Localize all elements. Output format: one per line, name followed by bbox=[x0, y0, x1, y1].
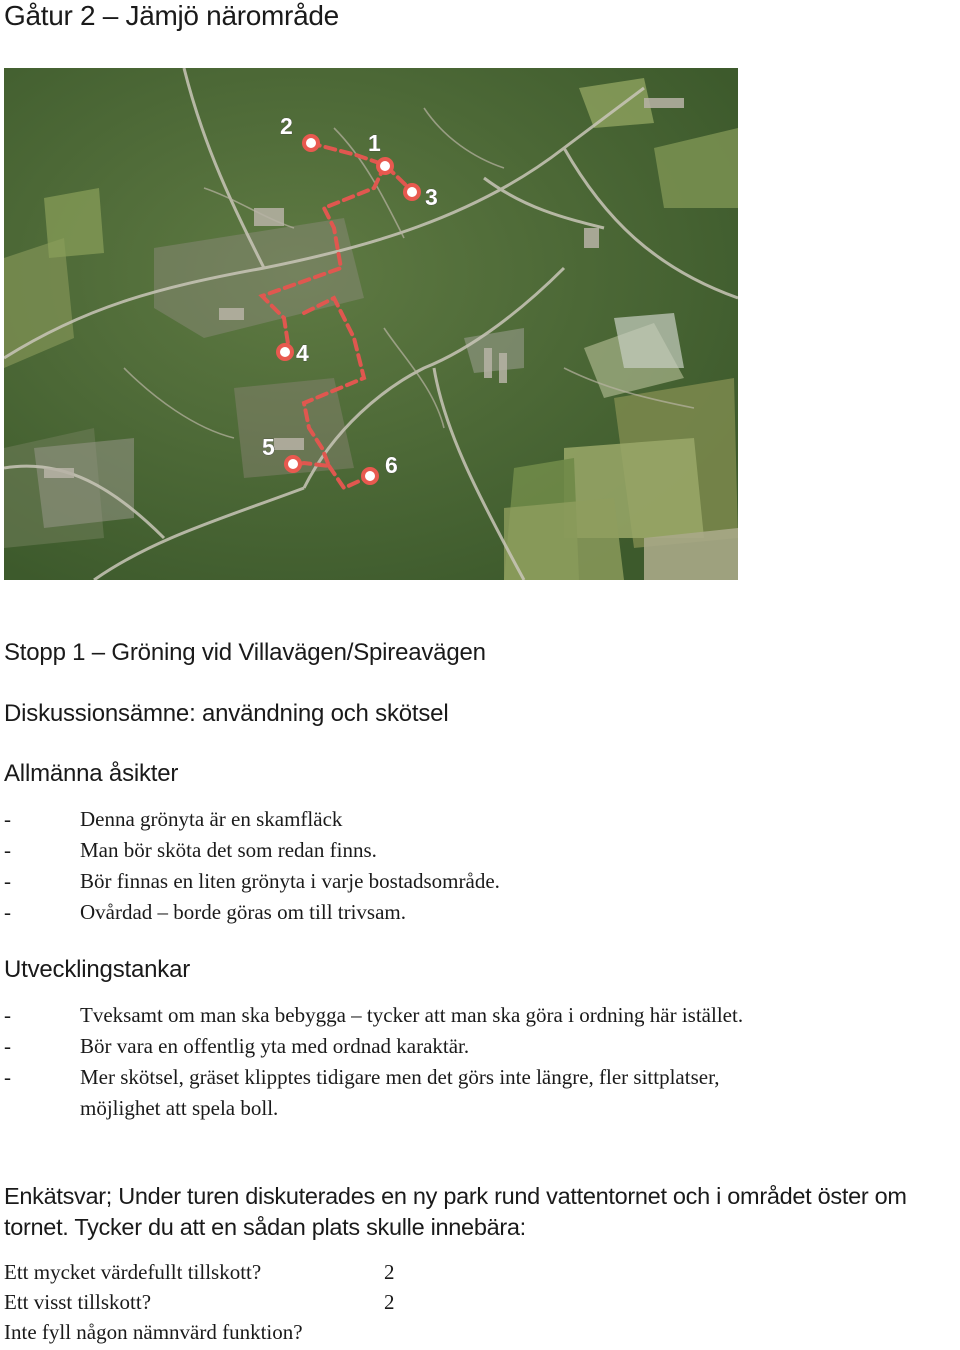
development-heading: Utvecklingstankar bbox=[4, 956, 191, 983]
stop-label-3: 3 bbox=[425, 184, 438, 210]
page-title: Gåtur 2 – Jämjö närområde bbox=[4, 0, 339, 31]
discussion-topic: Diskussionsämne: användning och skötsel bbox=[4, 700, 449, 727]
bullet-dash: - bbox=[4, 838, 11, 862]
stop-heading: Stopp 1 – Gröning vid Villavägen/Spireavägen bbox=[4, 639, 486, 666]
list-item-text: Tveksamt om man ska bebygga – tycker att man ska göra i ordning här istället. bbox=[80, 1003, 744, 1027]
list-item bbox=[4, 869, 904, 895]
general-opinions-heading: Allmänna åsikter bbox=[4, 760, 179, 787]
list-item-text: Man bör sköta det som redan finns. bbox=[80, 838, 377, 862]
list-item-text: Bör vara en offentlig yta med ordnad karaktär. bbox=[80, 1034, 470, 1058]
stop-label-2: 2 bbox=[280, 113, 293, 139]
survey-answer-question: Inte fyll någon nämnvärd funktion? bbox=[4, 1320, 303, 1344]
stop-label-1: 1 bbox=[368, 130, 381, 156]
survey-answer-count: 2 bbox=[384, 1290, 395, 1314]
list-item bbox=[4, 838, 904, 864]
list-item bbox=[4, 900, 904, 926]
stop-marker-4 bbox=[278, 345, 292, 359]
bullet-dash: - bbox=[4, 1003, 11, 1027]
list-item bbox=[4, 807, 904, 833]
stop-marker-5 bbox=[286, 457, 300, 471]
list-item-text: Denna grönyta är en skamfläck bbox=[80, 807, 343, 831]
stop-label-5: 5 bbox=[262, 434, 275, 460]
survey-text-line-1: Enkätsvar; Under turen diskuterades en ny park rund vattentornet och i området öster om bbox=[4, 1183, 907, 1209]
bullet-dash: - bbox=[4, 869, 11, 893]
list-item-text: Ovårdad – borde göras om till trivsam. bbox=[80, 900, 407, 924]
list-item bbox=[4, 1065, 904, 1091]
stop-marker-1 bbox=[378, 159, 392, 173]
bullet-dash: - bbox=[4, 807, 11, 831]
stop-label-4: 4 bbox=[296, 340, 309, 366]
aerial-map bbox=[4, 68, 738, 580]
bullet-dash: - bbox=[4, 1034, 11, 1058]
bullet-dash: - bbox=[4, 900, 11, 924]
survey-answer-question: Ett mycket värdefullt tillskott? bbox=[4, 1260, 262, 1284]
list-item-text: Bör finnas en liten grönyta i varje bostadsområde. bbox=[80, 869, 500, 893]
list-item-text: Mer skötsel, gräset klipptes tidigare men det görs inte längre, fler sittplatser, bbox=[80, 1065, 720, 1089]
stop-marker-6 bbox=[363, 469, 377, 483]
list-item bbox=[4, 1034, 904, 1060]
list-item-continuation bbox=[4, 1096, 904, 1122]
survey-answer-count: 2 bbox=[384, 1260, 395, 1284]
bullet-dash: - bbox=[4, 1065, 11, 1089]
list-item-text: möjlighet att spela boll. bbox=[80, 1096, 279, 1120]
stop-label-6: 6 bbox=[385, 452, 398, 478]
survey-answer-question: Ett visst tillskott? bbox=[4, 1290, 152, 1314]
stop-marker-2 bbox=[304, 136, 318, 150]
list-item bbox=[4, 1003, 924, 1029]
stop-marker-3 bbox=[405, 185, 419, 199]
survey-text-line-2: tornet. Tycker du att en sådan plats skulle innebära: bbox=[4, 1214, 526, 1240]
